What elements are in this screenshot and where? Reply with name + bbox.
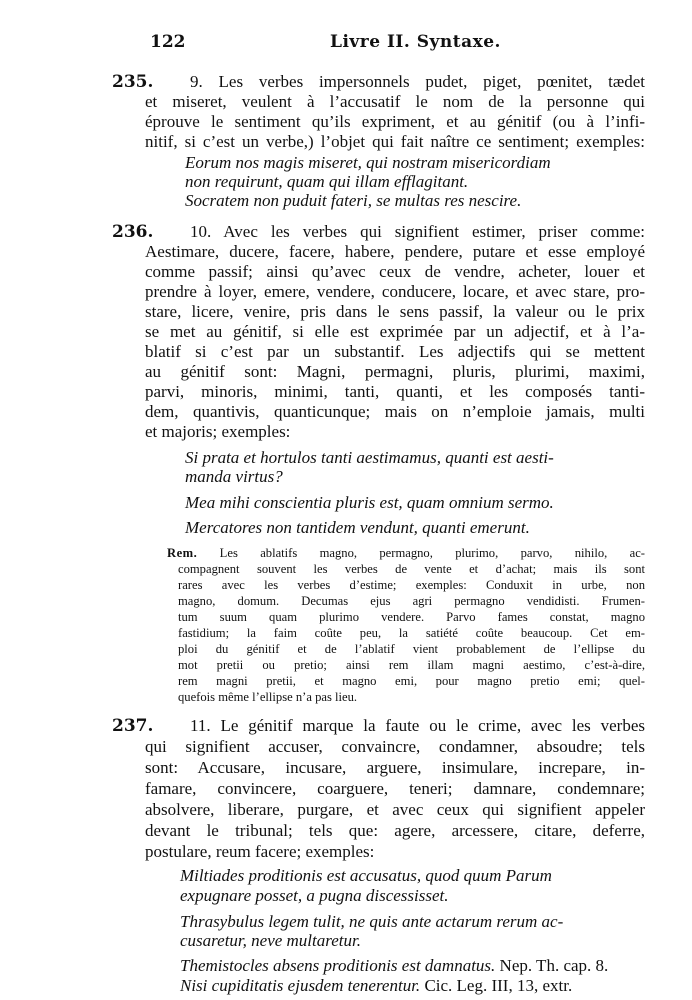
text-line: qui signifient accuser, convaincre, condamner, absoudre; tels — [145, 737, 645, 756]
text-line: nitif, si c’est un verbe,) l’objet qui fait naître ce sentiment; exemples: — [145, 132, 645, 151]
text-line: stare, licere, venire, pris dans le sens passif, la valeur ou le prix — [145, 302, 645, 321]
remark-line: mot pretii ou pretio; ainsi rem illam magni aestimo, c’est-à-dire, — [178, 658, 645, 672]
remark-line: tum suum quam plurimo vendere. Parvo fames constat, magno — [178, 610, 645, 624]
text-line: blatif si c’est par un substantif. Les adjectifs qui se mettent — [145, 342, 645, 361]
text-line: Aestimare, ducere, facere, habere, pendere, putare et esse employé — [145, 242, 645, 261]
text-line: postulare, reum facere; exemples: — [145, 842, 375, 861]
remark-line: rares avec les verbes d’estime; exemples: Conduxit in urbe, non — [178, 578, 645, 592]
section-number: 236. — [112, 222, 154, 242]
text-line: au génitif sont: Magni, permagni, pluris, plurimi, maximi, — [145, 362, 645, 381]
text-line: et majoris; exemples: — [145, 422, 291, 441]
citation: Nep. Th. cap. 8. — [499, 956, 609, 975]
remark-line: fastidium; la faim coûte peu, la satiété coûte beaucoup. Cet em- — [178, 626, 645, 640]
text-line: prendre à loyer, emere, vendere, conducere, locare, et avec stare, pro- — [145, 282, 645, 301]
text-line: dem, quantivis, quanticunque; mais on n’emploie jamais, multi — [145, 402, 645, 421]
text-line: devant le tribunal; tels que: agere, arcessere, citare, deferre, — [145, 821, 645, 840]
text-line: 9. Les verbes impersonnels pudet, piget, pœnitet, tædet — [190, 72, 645, 91]
example-line: Socratem non puduit fateri, se multas res nescire. — [185, 191, 522, 210]
example-line: Miltiades proditionis est accusatus, quod quum Parum — [180, 866, 552, 885]
text-line: éprouve le sentiment qu’ils expriment, et au génitif (ou à l’infi- — [145, 112, 645, 131]
example-line: Themistocles absens proditionis est damnatus. Nep. Th. cap. 8. — [180, 956, 609, 975]
remark-line: rem magni pretii, et magno emi, pour magno pretio emi; quel- — [178, 674, 645, 688]
example-line: Eorum nos magis miseret, qui nostram misericordiam — [185, 153, 551, 172]
text-line: comme passif; ainsi qu’avec ceux de vendre, acheter, louer et — [145, 262, 645, 281]
text-line: famare, convincere, coarguere, teneri; damnare, condemnare; — [145, 779, 645, 798]
page-number: 122 — [150, 32, 186, 52]
remark-line: quefois même l’ellipse n’a pas lieu. — [178, 690, 358, 704]
example-line: Si prata et hortulos tanti aestimamus, quanti est aesti- — [185, 448, 554, 467]
example-line: expugnare posset, a pugna discessisset. — [180, 886, 449, 905]
example-line: Mercatores non tantidem vendunt, quanti emerunt. — [185, 518, 530, 537]
citation: Cic. Leg. III, 13, extr. — [424, 976, 573, 995]
section-number: 237. — [112, 716, 154, 736]
example-line: Nisi cupiditatis ejusdem tenerentur. Cic. Leg. III, 13, extr. — [180, 976, 573, 995]
remark-line: ploi du génitif et de l’ablatif vient probablement de l’ellipse du — [178, 642, 645, 656]
page-header — [150, 32, 630, 58]
text-line: sont: Accusare, incusare, arguere, insimulare, increpare, in- — [145, 758, 645, 777]
running-title: Livre II. Syntaxe. — [330, 32, 501, 52]
remark-line: compagnent souvent les verbes de vente et d’achat; mais ils sont — [178, 562, 645, 576]
text-line: 10. Avec les verbes qui signifient estimer, priser comme: — [190, 222, 645, 241]
section-number: 235. — [112, 72, 154, 92]
example-line: non requirunt, quam qui illam efflagitant. — [185, 172, 469, 191]
text-line: absolvere, liberare, purgare, et avec ceux qui signifient appeler — [145, 800, 645, 819]
example-line: Thrasybulus legem tulit, ne quis ante actarum rerum ac- — [180, 912, 564, 931]
text-line: parvi, minoris, minimi, tanti, quanti, et les composés tanti- — [145, 382, 645, 401]
example-line: cusaretur, neve multaretur. — [180, 931, 361, 950]
remark-label: Rem. — [167, 546, 198, 560]
text-line: et miseret, veulent à l’accusatif le nom de la personne qui — [145, 92, 645, 111]
remark-line: magno, domum. Decumas ejus agri permagno vendidisti. Frumen- — [178, 594, 645, 608]
text-line: 11. Le génitif marque la faute ou le crime, avec les verbes — [190, 716, 645, 735]
example-line: Mea mihi conscientia pluris est, quam omnium sermo. — [185, 493, 554, 512]
example-line: manda virtus? — [185, 467, 283, 486]
remark-line: Rem. Les ablatifs magno, permagno, plurimo, parvo, nihilo, ac- — [167, 546, 645, 560]
text-line: se met au génitif, si elle est exprimée par un adjectif, et à l’a- — [145, 322, 645, 341]
